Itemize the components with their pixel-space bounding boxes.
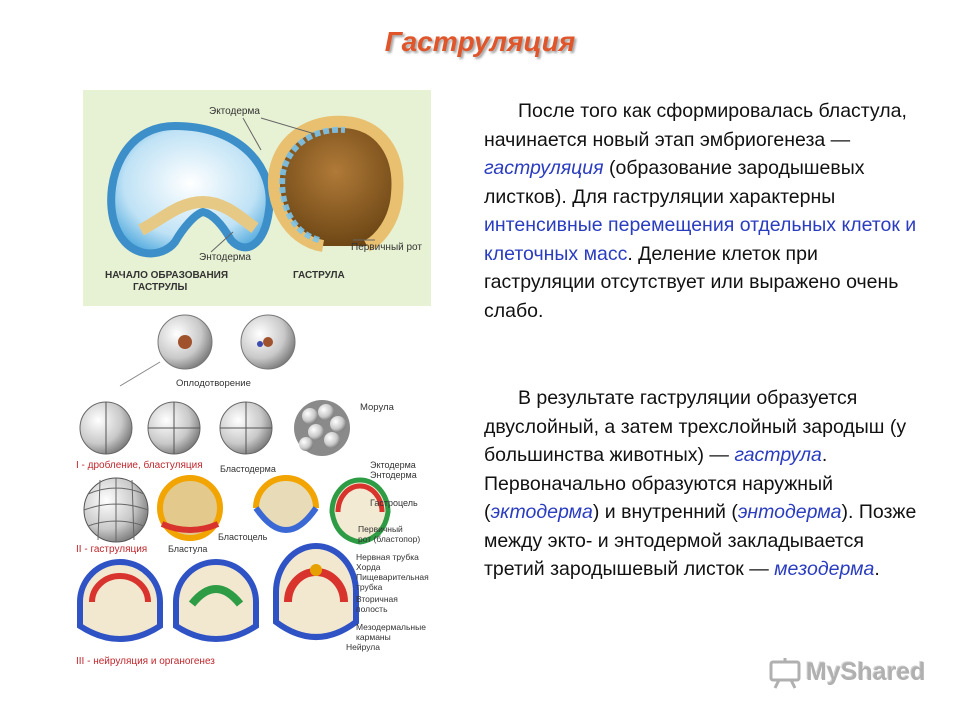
development-stages-illustration — [70, 312, 442, 672]
term-gastrulation: гаструляция — [484, 157, 604, 179]
label-fertilization: Оплодотворение — [176, 378, 251, 389]
term-ectoderm: эктодерма — [490, 501, 593, 523]
fertilization-drawing — [120, 315, 295, 386]
label-secondary-cavity-2: полость — [356, 604, 388, 614]
label-gastrocoel: Гастроцель — [370, 498, 418, 508]
paragraph-gastrulation-intro — [484, 97, 924, 325]
label-stage-2: II - гаструляция — [76, 544, 148, 555]
label-ectoderm-stage: Эктодерма — [370, 460, 416, 470]
development-stages-figure — [70, 312, 442, 672]
text-run: ) и внутренний ( — [592, 501, 738, 523]
label-neurula: Нейрула — [346, 642, 380, 652]
label-neural-tube: Нервная трубка — [356, 552, 419, 562]
label-mesodermal-pockets-1: Мезодермальные — [356, 622, 426, 632]
label-start-gastrula-2: ГАСТРУЛЫ — [133, 282, 188, 293]
label-secondary-cavity-1: Вторичная — [356, 594, 398, 604]
slide-title: Гаструляция — [384, 26, 576, 57]
text-run: (образование зародышевых листков). Для гаструляции характерны — [484, 157, 865, 208]
presentation-board-icon — [768, 656, 802, 690]
label-ectoderm: Эктодерма — [209, 106, 260, 117]
label-morula: Морула — [360, 402, 394, 413]
label-blastocoel: Бластоцель — [218, 532, 268, 542]
label-digestive-tube-2: трубка — [356, 582, 383, 592]
term-cell-movements: интенсивные перемещения отдельных клеток и клеточных масс — [484, 214, 917, 265]
label-endoderm-stage: Энтодерма — [370, 470, 417, 480]
text-run: После того как сформировалась бластула, начинается новый этап эмбриогенеза — — [484, 100, 907, 151]
gastrula-drawing — [274, 122, 398, 246]
label-chord: Хорда — [356, 562, 381, 572]
cleavage-drawing — [80, 400, 350, 456]
label-stage-1: I - дробление, бластуляция — [76, 460, 203, 471]
label-primary-mouth: Первичный рот — [351, 242, 422, 253]
label-gastrula: ГАСТРУЛА — [293, 270, 345, 281]
text-run: . Первоначально образуются наружный ( — [484, 444, 833, 523]
label-primary-mouth-1: Первичный — [358, 524, 403, 534]
neurulation-drawing — [80, 546, 356, 639]
label-endoderm: Энтодерма — [199, 252, 251, 263]
myshared-watermark[interactable] — [768, 656, 928, 692]
paragraph-gastrulation-result — [484, 384, 924, 584]
gastrulation-illustration — [83, 90, 431, 306]
label-blastoderm: Бластодерма — [220, 464, 276, 474]
gastrulation-figure — [83, 90, 431, 306]
label-primary-mouth-2: рот (бластопор) — [358, 534, 421, 544]
label-stage-3: III - нейруляция и органогенез — [76, 656, 215, 667]
text-run: . — [874, 558, 880, 580]
label-digestive-tube-1: Пищеварительная — [356, 572, 429, 582]
label-blastula: Бластула — [168, 544, 208, 554]
label-mesodermal-pockets-2: карманы — [356, 632, 391, 642]
text-run: ). Позже между экто- и энтодермой закладывается третий зародышевый листок — — [484, 501, 917, 580]
gastrulation-stages-drawing — [160, 478, 388, 542]
text-run: В результате гаструляции образуется двуслойный, а затем трехслойный зародыш (у большинства животных) — — [484, 387, 907, 466]
term-endoderm: энтодерма — [737, 501, 842, 523]
term-gastrula: гаструла — [734, 444, 822, 466]
term-mesoderm: мезодерма — [774, 558, 875, 580]
blastula-drawing — [84, 478, 148, 542]
early-gastrula-drawing — [111, 126, 270, 253]
watermark-text: MyShared — [806, 658, 926, 686]
text-run: . Деление клеток при гаструляции отсутствует или выражено очень слабо. — [484, 242, 899, 322]
label-start-gastrula-1: НАЧАЛО ОБРАЗОВАНИЯ — [105, 270, 229, 281]
